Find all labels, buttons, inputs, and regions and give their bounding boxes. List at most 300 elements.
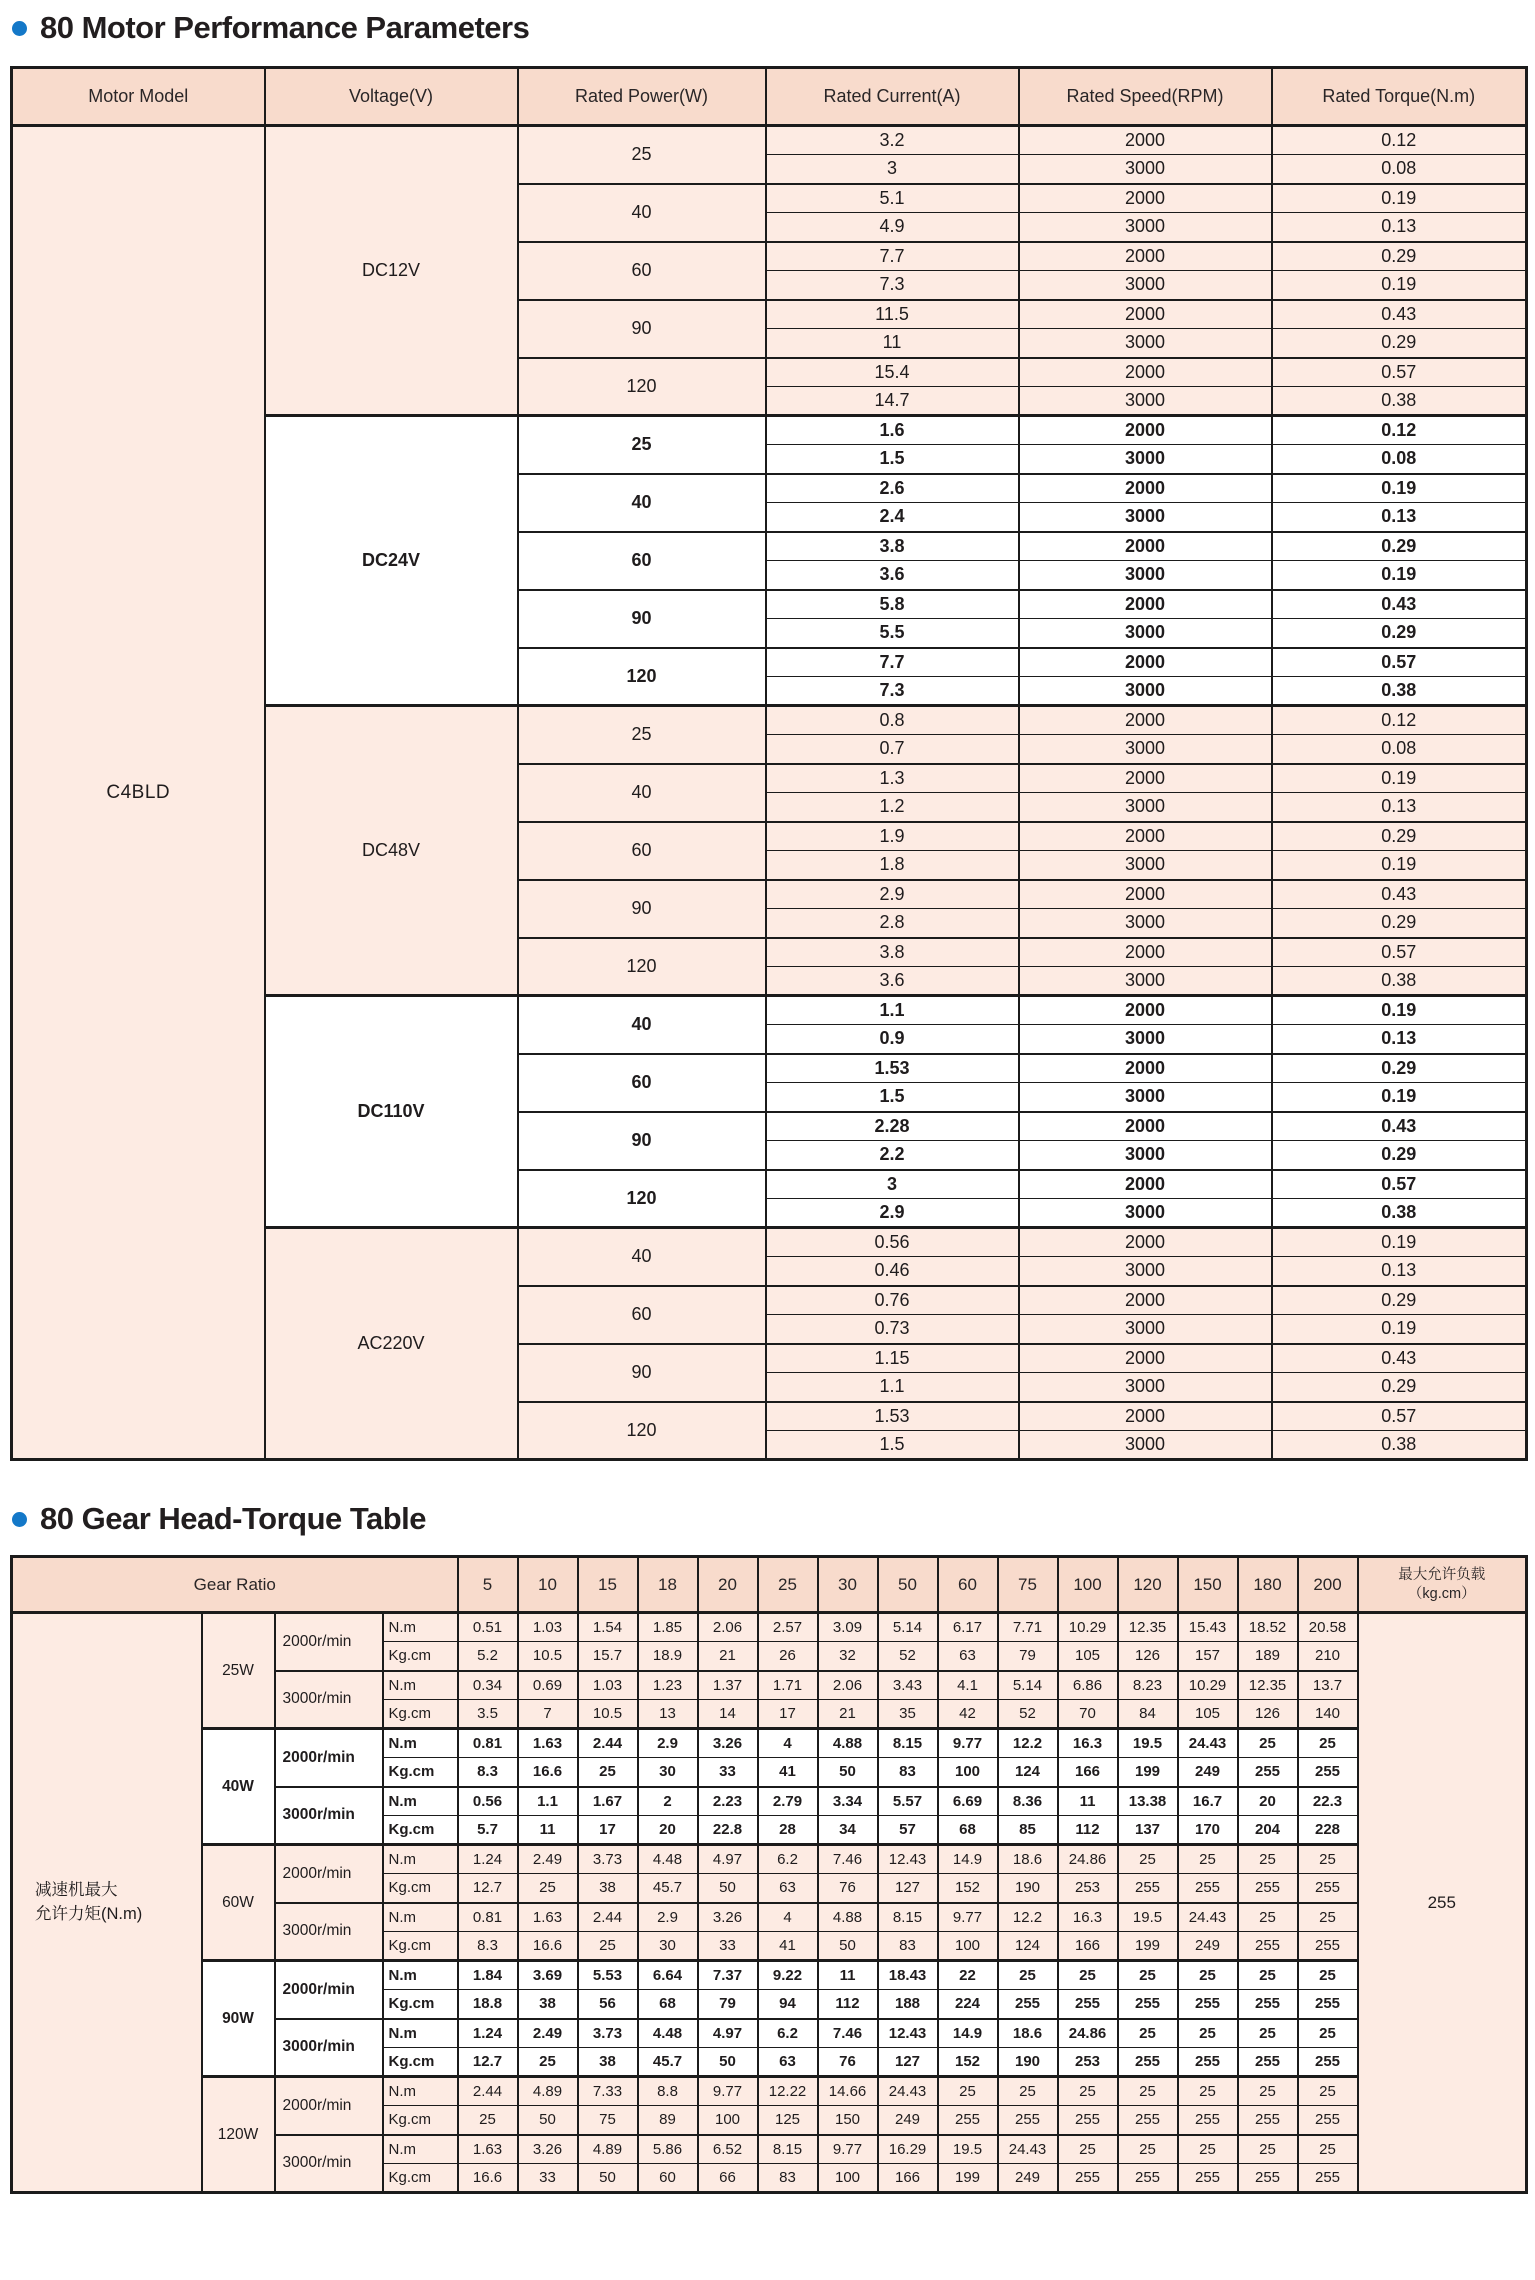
rated-torque-cell: 0.29 <box>1272 1373 1527 1402</box>
torque-value-cell: 152 <box>938 1874 998 1903</box>
motor-params-heading: 80 Motor Performance Parameters <box>40 10 530 45</box>
rated-power-cell: 25 <box>518 416 766 474</box>
rated-torque-cell: 0.29 <box>1272 532 1527 561</box>
rated-torque-cell: 0.13 <box>1272 1257 1527 1286</box>
torque-value-cell: 1.54 <box>578 1613 638 1642</box>
rated-speed-cell: 3000 <box>1019 1025 1272 1054</box>
rated-torque-cell: 0.08 <box>1272 445 1527 474</box>
torque-value-cell: 5.2 <box>458 1642 518 1671</box>
torque-value-cell: 60 <box>638 2164 698 2193</box>
torque-value-cell: 79 <box>998 1642 1058 1671</box>
rated-torque-cell: 0.57 <box>1272 358 1527 387</box>
torque-value-cell: 2.23 <box>698 1787 758 1816</box>
rated-current-cell: 7.7 <box>766 242 1019 271</box>
rated-speed-cell: 2000 <box>1019 300 1272 329</box>
gear-table-row <box>12 1613 1527 1642</box>
rated-torque-cell: 0.12 <box>1272 126 1527 155</box>
speed-cell: 2000r/min <box>275 1845 383 1903</box>
torque-value-cell: 79 <box>698 1990 758 2019</box>
torque-value-cell: 255 <box>1238 1758 1298 1787</box>
unit-cell: Kg.cm <box>383 2106 458 2135</box>
torque-value-cell: 3.5 <box>458 1700 518 1729</box>
torque-value-cell: 1.85 <box>638 1613 698 1642</box>
torque-value-cell: 10.5 <box>578 1700 638 1729</box>
torque-value-cell: 66 <box>698 2164 758 2193</box>
torque-value-cell: 25 <box>1298 1729 1358 1758</box>
torque-value-cell: 1.24 <box>458 1845 518 1874</box>
rated-current-cell: 1.8 <box>766 851 1019 880</box>
rated-power-cell: 90 <box>518 300 766 358</box>
rated-current-cell: 1.53 <box>766 1402 1019 1431</box>
motor-performance-table <box>10 66 1528 1461</box>
torque-value-cell: 255 <box>1238 2048 1298 2077</box>
rated-speed-cell: 2000 <box>1019 1170 1272 1199</box>
torque-value-cell: 16.3 <box>1058 1729 1118 1758</box>
rated-torque-cell: 0.12 <box>1272 706 1527 735</box>
rated-speed-cell: 3000 <box>1019 851 1272 880</box>
torque-value-cell: 50 <box>698 1874 758 1903</box>
gear-ratio-value-header: 120 <box>1118 1557 1178 1613</box>
torque-value-cell: 255 <box>1178 2164 1238 2193</box>
torque-value-cell: 6.64 <box>638 1961 698 1990</box>
rated-speed-cell: 3000 <box>1019 445 1272 474</box>
rated-current-cell: 5.8 <box>766 590 1019 619</box>
torque-value-cell: 24.43 <box>1178 1903 1238 1932</box>
gear-torque-title <box>12 1497 1535 1541</box>
torque-value-cell: 1.63 <box>518 1729 578 1758</box>
torque-value-cell: 25 <box>1238 1845 1298 1874</box>
max-load-header-line2: （kg.cm） <box>1407 1585 1476 1602</box>
torque-value-cell: 2.44 <box>578 1729 638 1758</box>
rated-speed-cell: 2000 <box>1019 1344 1272 1373</box>
torque-value-cell: 50 <box>818 1932 878 1961</box>
rated-torque-cell: 0.29 <box>1272 242 1527 271</box>
gear-ratio-value-header: 15 <box>578 1557 638 1613</box>
torque-value-cell: 8.15 <box>878 1729 938 1758</box>
rated-speed-cell: 2000 <box>1019 1286 1272 1315</box>
torque-value-cell: 52 <box>998 1700 1058 1729</box>
torque-value-cell: 4.1 <box>938 1671 998 1700</box>
torque-value-cell: 76 <box>818 1874 878 1903</box>
rated-speed-cell: 3000 <box>1019 677 1272 706</box>
rated-torque-cell: 0.13 <box>1272 793 1527 822</box>
torque-value-cell: 18.8 <box>458 1990 518 2019</box>
torque-value-cell: 255 <box>1178 1874 1238 1903</box>
rated-current-cell: 1.1 <box>766 996 1019 1025</box>
rated-power-cell: 120 <box>518 1170 766 1228</box>
torque-value-cell: 24.43 <box>878 2077 938 2106</box>
torque-value-cell: 105 <box>1178 1700 1238 1729</box>
torque-value-cell: 255 <box>1298 1932 1358 1961</box>
rated-current-cell: 2.6 <box>766 474 1019 503</box>
rated-torque-cell: 0.38 <box>1272 677 1527 706</box>
torque-value-cell: 1.63 <box>518 1903 578 1932</box>
torque-value-cell: 126 <box>1238 1700 1298 1729</box>
torque-value-cell: 25 <box>998 1961 1058 1990</box>
torque-value-cell: 45.7 <box>638 1874 698 1903</box>
torque-value-cell: 190 <box>998 1874 1058 1903</box>
rated-current-cell: 7.3 <box>766 271 1019 300</box>
gear-ratio-value-header: 20 <box>698 1557 758 1613</box>
torque-value-cell: 255 <box>938 2106 998 2135</box>
torque-value-cell: 13.38 <box>1118 1787 1178 1816</box>
rated-speed-cell: 3000 <box>1019 793 1272 822</box>
torque-value-cell: 125 <box>758 2106 818 2135</box>
torque-value-cell: 33 <box>698 1932 758 1961</box>
rated-current-cell: 7.3 <box>766 677 1019 706</box>
gear-ratio-value-header: 75 <box>998 1557 1058 1613</box>
torque-value-cell: 188 <box>878 1990 938 2019</box>
rated-torque-cell: 0.29 <box>1272 1054 1527 1083</box>
torque-value-cell: 25 <box>1238 2135 1298 2164</box>
torque-value-cell: 255 <box>1238 2106 1298 2135</box>
torque-value-cell: 25 <box>458 2106 518 2135</box>
rated-current-cell: 3.6 <box>766 561 1019 590</box>
gear-ratio-value-header: 100 <box>1058 1557 1118 1613</box>
torque-value-cell: 3.26 <box>518 2135 578 2164</box>
torque-value-cell: 127 <box>878 2048 938 2077</box>
unit-cell: N.m <box>383 2019 458 2048</box>
torque-value-cell: 19.5 <box>1118 1729 1178 1758</box>
torque-value-cell: 255 <box>1058 2106 1118 2135</box>
rated-current-cell: 1.5 <box>766 1431 1019 1460</box>
unit-cell: N.m <box>383 1903 458 1932</box>
torque-value-cell: 10.29 <box>1058 1613 1118 1642</box>
torque-value-cell: 22.3 <box>1298 1787 1358 1816</box>
torque-value-cell: 9.77 <box>938 1729 998 1758</box>
rated-torque-cell: 0.19 <box>1272 1083 1527 1112</box>
torque-value-cell: 18.9 <box>638 1642 698 1671</box>
torque-value-cell: 137 <box>1118 1816 1178 1845</box>
rated-torque-cell: 0.29 <box>1272 619 1527 648</box>
rated-speed-cell: 3000 <box>1019 967 1272 996</box>
rated-torque-cell: 0.57 <box>1272 1170 1527 1199</box>
torque-value-cell: 0.81 <box>458 1729 518 1758</box>
torque-value-cell: 25 <box>1118 2019 1178 2048</box>
torque-value-cell: 2 <box>638 1787 698 1816</box>
unit-cell: Kg.cm <box>383 1990 458 2019</box>
max-load-header-line1: 最大允许负载 <box>1398 1567 1486 1584</box>
rated-power-cell: 25 <box>518 126 766 184</box>
gear-ratio-value-header: 180 <box>1238 1557 1298 1613</box>
torque-value-cell: 17 <box>578 1816 638 1845</box>
torque-value-cell: 21 <box>818 1700 878 1729</box>
torque-value-cell: 255 <box>1298 2048 1358 2077</box>
torque-value-cell: 7.46 <box>818 1845 878 1874</box>
torque-value-cell: 2.49 <box>518 1845 578 1874</box>
torque-value-cell: 127 <box>878 1874 938 1903</box>
gearbox-max-torque-label-line2: 允许力矩(N.m) <box>35 1904 143 1923</box>
rated-speed-cell: 3000 <box>1019 909 1272 938</box>
torque-value-cell: 255 <box>1238 1932 1298 1961</box>
speed-cell: 2000r/min <box>275 1613 383 1671</box>
torque-value-cell: 0.34 <box>458 1671 518 1700</box>
torque-value-cell: 25 <box>1178 2077 1238 2106</box>
wattage-cell: 120W <box>202 2077 275 2193</box>
rated-speed-cell: 2000 <box>1019 764 1272 793</box>
rated-torque-cell: 0.43 <box>1272 590 1527 619</box>
rated-torque-cell: 0.08 <box>1272 155 1527 184</box>
torque-value-cell: 1.67 <box>578 1787 638 1816</box>
torque-value-cell: 255 <box>1298 1874 1358 1903</box>
torque-value-cell: 68 <box>638 1990 698 2019</box>
torque-value-cell: 166 <box>1058 1932 1118 1961</box>
rated-torque-cell: 0.29 <box>1272 1286 1527 1315</box>
torque-value-cell: 18.43 <box>878 1961 938 1990</box>
torque-value-cell: 140 <box>1298 1700 1358 1729</box>
gear-ratio-value-header: 5 <box>458 1557 518 1613</box>
rated-speed-cell: 2000 <box>1019 126 1272 155</box>
rated-speed-cell: 3000 <box>1019 735 1272 764</box>
torque-value-cell: 7.37 <box>698 1961 758 1990</box>
rated-current-cell: 1.9 <box>766 822 1019 851</box>
torque-value-cell: 8.23 <box>1118 1671 1178 1700</box>
rated-speed-cell: 2000 <box>1019 358 1272 387</box>
speed-cell: 2000r/min <box>275 1961 383 2019</box>
torque-value-cell: 255 <box>1238 2164 1298 2193</box>
rated-speed-cell: 2000 <box>1019 242 1272 271</box>
gear-ratio-header: Gear Ratio <box>12 1557 458 1613</box>
voltage-cell: DC24V <box>265 416 518 706</box>
rated-speed-cell: 3000 <box>1019 1141 1272 1170</box>
torque-value-cell: 8.36 <box>998 1787 1058 1816</box>
rated-current-cell: 2.9 <box>766 1199 1019 1228</box>
rated-speed-cell: 3000 <box>1019 329 1272 358</box>
rated-current-cell: 3.8 <box>766 532 1019 561</box>
torque-value-cell: 25 <box>1238 1961 1298 1990</box>
torque-value-cell: 24.43 <box>998 2135 1058 2164</box>
motor-table-header-row <box>12 68 1527 126</box>
torque-value-cell: 33 <box>518 2164 578 2193</box>
rated-speed-cell: 3000 <box>1019 561 1272 590</box>
rated-speed-cell: 2000 <box>1019 590 1272 619</box>
rated-power-cell: 60 <box>518 532 766 590</box>
torque-value-cell: 84 <box>1118 1700 1178 1729</box>
rated-speed-cell: 3000 <box>1019 1431 1272 1460</box>
rated-torque-cell: 0.38 <box>1272 1431 1527 1460</box>
torque-value-cell: 100 <box>938 1932 998 1961</box>
torque-value-cell: 0.81 <box>458 1903 518 1932</box>
gear-table-header-row <box>12 1557 1527 1613</box>
rated-current-cell: 15.4 <box>766 358 1019 387</box>
bullet-icon <box>12 1512 27 1527</box>
torque-value-cell: 8.15 <box>878 1903 938 1932</box>
unit-cell: N.m <box>383 1845 458 1874</box>
rated-current-cell: 0.9 <box>766 1025 1019 1054</box>
torque-value-cell: 255 <box>1178 2106 1238 2135</box>
rated-speed-cell: 2000 <box>1019 1402 1272 1431</box>
torque-value-cell: 100 <box>818 2164 878 2193</box>
torque-value-cell: 4 <box>758 1903 818 1932</box>
gear-ratio-value-header: 60 <box>938 1557 998 1613</box>
torque-value-cell: 11 <box>1058 1787 1118 1816</box>
torque-value-cell: 25 <box>1178 2135 1238 2164</box>
gear-ratio-value-header: 150 <box>1178 1557 1238 1613</box>
rated-torque-cell: 0.38 <box>1272 1199 1527 1228</box>
torque-value-cell: 1.84 <box>458 1961 518 1990</box>
rated-current-cell: 0.76 <box>766 1286 1019 1315</box>
torque-value-cell: 199 <box>1118 1758 1178 1787</box>
torque-value-cell: 25 <box>998 2077 1058 2106</box>
torque-value-cell: 255 <box>1298 1758 1358 1787</box>
torque-value-cell: 4.89 <box>578 2135 638 2164</box>
torque-value-cell: 16.3 <box>1058 1903 1118 1932</box>
torque-value-cell: 249 <box>1178 1932 1238 1961</box>
torque-value-cell: 14.66 <box>818 2077 878 2106</box>
torque-value-cell: 25 <box>1058 1961 1118 1990</box>
torque-value-cell: 5.14 <box>878 1613 938 1642</box>
torque-value-cell: 166 <box>878 2164 938 2193</box>
rated-current-cell: 2.2 <box>766 1141 1019 1170</box>
rated-speed-cell: 3000 <box>1019 1199 1272 1228</box>
torque-value-cell: 25 <box>518 1874 578 1903</box>
unit-cell: N.m <box>383 1671 458 1700</box>
torque-value-cell: 7.33 <box>578 2077 638 2106</box>
rated-power-cell: 60 <box>518 1054 766 1112</box>
speed-cell: 2000r/min <box>275 1729 383 1787</box>
rated-speed-cell: 2000 <box>1019 184 1272 213</box>
rated-current-cell: 2.28 <box>766 1112 1019 1141</box>
torque-value-cell: 83 <box>878 1758 938 1787</box>
torque-value-cell: 56 <box>578 1990 638 2019</box>
gear-ratio-value-header: 30 <box>818 1557 878 1613</box>
rated-torque-cell: 0.08 <box>1272 735 1527 764</box>
torque-value-cell: 12.43 <box>878 2019 938 2048</box>
gear-table-row <box>12 2077 1527 2106</box>
torque-value-cell: 2.44 <box>578 1903 638 1932</box>
torque-value-cell: 14 <box>698 1700 758 1729</box>
torque-value-cell: 70 <box>1058 1700 1118 1729</box>
torque-value-cell: 4.89 <box>518 2077 578 2106</box>
rated-torque-cell: 0.29 <box>1272 822 1527 851</box>
torque-value-cell: 228 <box>1298 1816 1358 1845</box>
rated-power-cell: 120 <box>518 358 766 416</box>
torque-value-cell: 1.03 <box>578 1671 638 1700</box>
gearbox-max-torque-label-line1: 减速机最大 <box>35 1880 118 1899</box>
torque-value-cell: 12.7 <box>458 1874 518 1903</box>
torque-value-cell: 166 <box>1058 1758 1118 1787</box>
torque-value-cell: 255 <box>1118 1990 1178 2019</box>
rated-current-cell: 3.6 <box>766 967 1019 996</box>
unit-cell: Kg.cm <box>383 1700 458 1729</box>
gear-torque-heading: 80 Gear Head-Torque Table <box>40 1501 427 1536</box>
torque-value-cell: 45.7 <box>638 2048 698 2077</box>
torque-value-cell: 255 <box>1298 2164 1358 2193</box>
torque-value-cell: 38 <box>578 1874 638 1903</box>
torque-value-cell: 63 <box>758 2048 818 2077</box>
torque-value-cell: 9.22 <box>758 1961 818 1990</box>
torque-value-cell: 25 <box>1118 2077 1178 2106</box>
torque-value-cell: 6.17 <box>938 1613 998 1642</box>
rated-current-cell: 0.46 <box>766 1257 1019 1286</box>
torque-value-cell: 0.51 <box>458 1613 518 1642</box>
torque-value-cell: 3.09 <box>818 1613 878 1642</box>
rated-current-cell: 7.7 <box>766 648 1019 677</box>
rated-speed-cell: 2000 <box>1019 706 1272 735</box>
rated-power-cell: 60 <box>518 1286 766 1344</box>
torque-value-cell: 25 <box>1058 2077 1118 2106</box>
torque-value-cell: 255 <box>1058 2164 1118 2193</box>
torque-value-cell: 12.2 <box>998 1729 1058 1758</box>
torque-value-cell: 255 <box>1298 1990 1358 2019</box>
rated-torque-cell: 0.38 <box>1272 387 1527 416</box>
rated-speed-cell: 3000 <box>1019 619 1272 648</box>
torque-value-cell: 253 <box>1058 2048 1118 2077</box>
torque-value-cell: 11 <box>518 1816 578 1845</box>
rated-speed-cell: 3000 <box>1019 271 1272 300</box>
rated-torque-cell: 0.57 <box>1272 1402 1527 1431</box>
rated-power-cell: 25 <box>518 706 766 764</box>
torque-value-cell: 25 <box>1298 1845 1358 1874</box>
torque-value-cell: 6.69 <box>938 1787 998 1816</box>
torque-value-cell: 255 <box>998 2106 1058 2135</box>
torque-value-cell: 25 <box>518 2048 578 2077</box>
torque-value-cell: 25 <box>1298 2135 1358 2164</box>
rated-torque-cell: 0.43 <box>1272 880 1527 909</box>
rated-torque-cell: 0.38 <box>1272 967 1527 996</box>
torque-value-cell: 0.56 <box>458 1787 518 1816</box>
rated-current-cell: 11.5 <box>766 300 1019 329</box>
rated-current-cell: 2.8 <box>766 909 1019 938</box>
torque-value-cell: 5.14 <box>998 1671 1058 1700</box>
rated-speed-cell: 3000 <box>1019 213 1272 242</box>
rated-power-cell: 90 <box>518 880 766 938</box>
torque-value-cell: 25 <box>1298 2077 1358 2106</box>
torque-value-cell: 17 <box>758 1700 818 1729</box>
torque-value-cell: 112 <box>1058 1816 1118 1845</box>
torque-value-cell: 75 <box>578 2106 638 2135</box>
torque-value-cell: 1.1 <box>518 1787 578 1816</box>
torque-value-cell: 126 <box>1118 1642 1178 1671</box>
rated-speed-cell: 3000 <box>1019 1083 1272 1112</box>
rated-current-cell: 3 <box>766 1170 1019 1199</box>
rated-torque-cell: 0.19 <box>1272 764 1527 793</box>
torque-value-cell: 255 <box>1178 2048 1238 2077</box>
motor-col-header: Rated Power(W) <box>518 68 766 126</box>
rated-torque-cell: 0.57 <box>1272 648 1527 677</box>
torque-value-cell: 16.7 <box>1178 1787 1238 1816</box>
rated-current-cell: 3.8 <box>766 938 1019 967</box>
torque-value-cell: 68 <box>938 1816 998 1845</box>
wattage-cell: 40W <box>202 1729 275 1845</box>
speed-cell: 3000r/min <box>275 2019 383 2077</box>
torque-value-cell: 12.35 <box>1238 1671 1298 1700</box>
gear-ratio-value-header: 18 <box>638 1557 698 1613</box>
rated-power-cell: 120 <box>518 648 766 706</box>
torque-value-cell: 6.2 <box>758 2019 818 2048</box>
torque-value-cell: 2.06 <box>818 1671 878 1700</box>
torque-value-cell: 3.26 <box>698 1729 758 1758</box>
motor-table-row <box>12 126 1527 155</box>
rated-torque-cell: 0.43 <box>1272 1112 1527 1141</box>
torque-value-cell: 16.6 <box>518 1758 578 1787</box>
torque-value-cell: 14.9 <box>938 2019 998 2048</box>
torque-value-cell: 255 <box>1238 1874 1298 1903</box>
torque-value-cell: 38 <box>518 1990 578 2019</box>
rated-power-cell: 90 <box>518 1344 766 1402</box>
rated-current-cell: 0.7 <box>766 735 1019 764</box>
torque-value-cell: 4.97 <box>698 2019 758 2048</box>
torque-value-cell: 5.86 <box>638 2135 698 2164</box>
torque-value-cell: 20.58 <box>1298 1613 1358 1642</box>
max-load-header <box>1358 1557 1527 1613</box>
voltage-cell: DC110V <box>265 996 518 1228</box>
rated-torque-cell: 0.19 <box>1272 1228 1527 1257</box>
rated-current-cell: 1.6 <box>766 416 1019 445</box>
torque-value-cell: 25 <box>1298 1903 1358 1932</box>
rated-speed-cell: 2000 <box>1019 880 1272 909</box>
torque-value-cell: 3.34 <box>818 1787 878 1816</box>
